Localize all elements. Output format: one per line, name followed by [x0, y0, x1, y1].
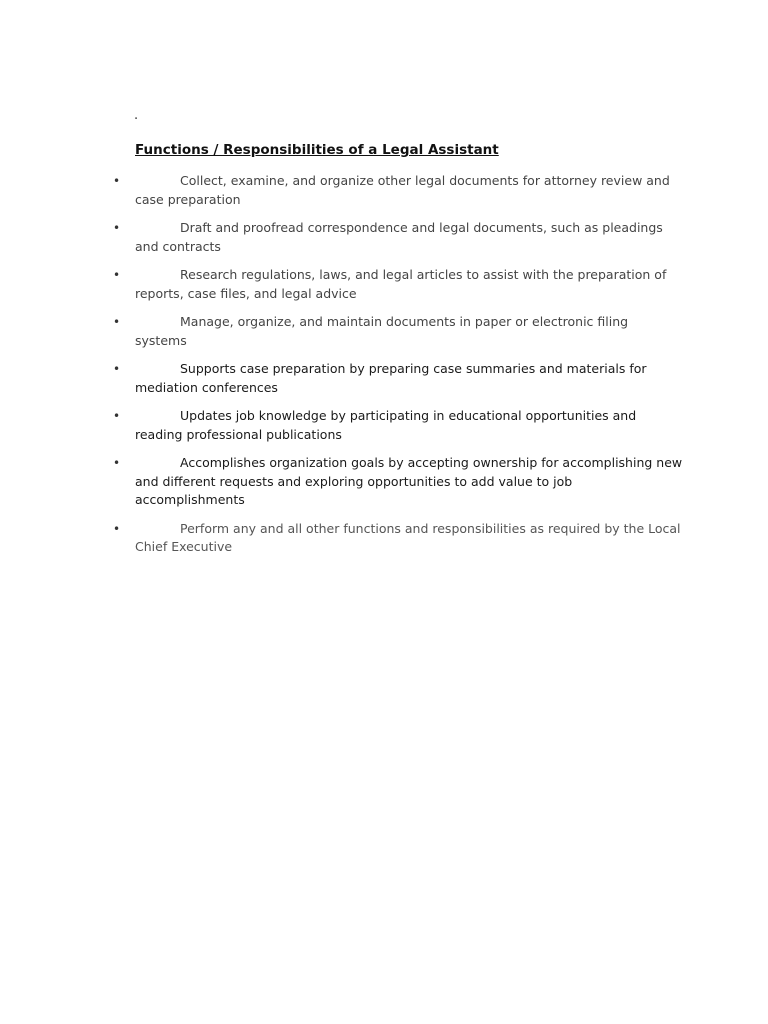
bullet-icon: •: [113, 521, 121, 536]
list-item-text: Research regulations, laws, and legal articles to assist with the preparation of reports, case files, and legal advice: [135, 267, 667, 301]
bullet-icon: •: [113, 174, 121, 188]
list-item: [0, 360, 768, 397]
stray-dot: .: [134, 108, 139, 123]
list-item-text: Updates job knowledge by participating in educational opportunities and reading professional publications: [135, 408, 637, 442]
list-item-text: Supports case preparation by preparing case summaries and materials for mediation conferences: [135, 361, 647, 395]
list-item: [0, 454, 768, 510]
bullet-icon: •: [113, 221, 121, 235]
list-item: [0, 172, 768, 209]
list-item-text: Manage, organize, and maintain documents in paper or electronic filing systems: [135, 314, 629, 348]
list-item-text: Collect, examine, and organize other legal documents for attorney review and case preparation: [135, 173, 670, 207]
list-item: [0, 313, 768, 350]
list-item: [0, 520, 768, 557]
page-title: Functions / Responsibilities of a Legal Assistant: [135, 142, 499, 158]
list-item: [0, 266, 768, 303]
list-item: [0, 219, 768, 256]
bullet-icon: •: [113, 268, 121, 282]
list-item: [0, 407, 768, 444]
list-item-text: Draft and proofread correspondence and legal documents, such as pleadings and contracts: [135, 220, 663, 254]
responsibilities-list: [0, 172, 768, 567]
list-item-text: Perform any and all other functions and responsibilities as required by the Local Chief Executive: [135, 520, 681, 554]
bullet-icon: •: [113, 315, 121, 329]
bullet-icon: •: [113, 409, 121, 423]
list-item-text: Accomplishes organization goals by accepting ownership for accomplishing new and different requests and exploring opportunities to add value to job accomplishments: [135, 455, 683, 507]
bullet-icon: •: [113, 362, 121, 376]
bullet-icon: •: [113, 456, 121, 470]
